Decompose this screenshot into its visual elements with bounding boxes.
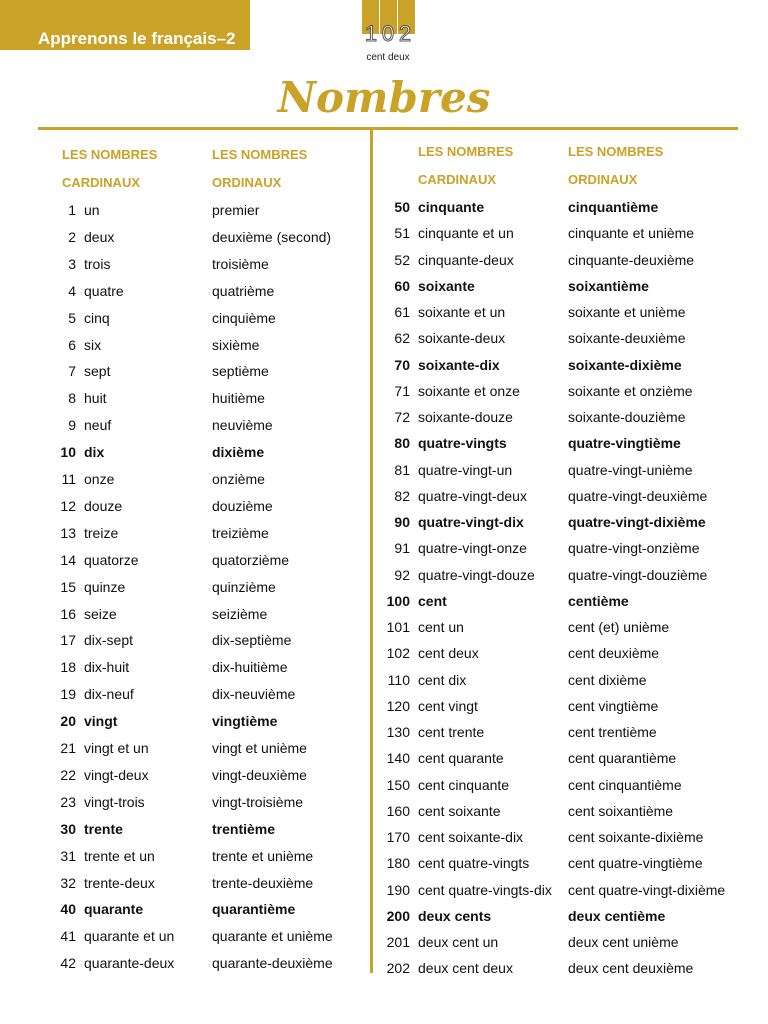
ordinal-word: onzième	[212, 471, 265, 487]
ordinal-word: quatorzième	[212, 551, 290, 568]
cardinal-word: cinquante-deux	[418, 251, 514, 268]
number-row	[0, 352, 768, 378]
cardinal-word: vingt	[84, 713, 118, 730]
right-ordinal-heading-line1: LES NOMBRES	[568, 144, 664, 159]
number-digits: 18	[60, 659, 76, 676]
cardinal-word: treize	[84, 524, 119, 541]
number-row	[0, 404, 768, 430]
number-digits: 180	[386, 855, 410, 872]
cardinal-word: quatre-vingts	[418, 435, 507, 452]
ordinal-word: cent (et) unième	[568, 619, 670, 635]
number-row	[0, 877, 768, 903]
number-row	[0, 824, 768, 850]
cardinal-word: soixante-deux	[418, 330, 506, 347]
number-digits: 102	[386, 645, 410, 662]
number-digits: 50	[394, 199, 410, 215]
ordinal-word: quatre-vingtième	[568, 435, 681, 452]
ordinal-word: trente-deuxième	[212, 874, 314, 891]
ordinal-word: sixième	[212, 336, 260, 353]
number-digits: 2	[68, 228, 76, 245]
ordinal-word: deux cent unième	[568, 934, 679, 950]
right-cardinal-heading-line1: LES NOMBRES	[418, 144, 514, 159]
number-digits: 81	[394, 461, 410, 478]
ordinal-word: cinquante-deuxième	[568, 251, 695, 268]
cardinal-word: dix-sept	[84, 632, 134, 649]
cardinal-word: cent trente	[418, 724, 485, 740]
number-digits: 70	[394, 356, 410, 373]
ordinal-word: premier	[212, 202, 260, 218]
cardinal-word: quarante	[84, 901, 144, 918]
number-digits: 170	[386, 829, 410, 845]
number-digits: 8	[68, 390, 76, 407]
ordinal-word: cinquième	[212, 309, 276, 326]
number-digits: 16	[60, 605, 76, 622]
cardinal-word: deux cents	[418, 907, 492, 924]
number-digits: 101	[386, 619, 410, 635]
right-cardinal-heading-line2: CARDINAUX	[418, 172, 496, 187]
ordinal-word: quatre-vingt-dixième	[568, 514, 706, 530]
page-digit: 0	[381, 21, 395, 46]
ordinal-word: dixième	[212, 444, 265, 461]
number-row	[0, 220, 768, 246]
cardinal-word: un	[84, 202, 100, 218]
number-row	[0, 325, 768, 351]
left-ordinal-heading-line1: LES NOMBRES	[212, 147, 308, 162]
number-row	[0, 798, 768, 824]
ordinal-word: vingt-troisième	[212, 793, 304, 810]
ordinal-word: seizième	[212, 605, 268, 622]
cardinal-word: cent quatre-vingts-dix	[418, 881, 552, 898]
number-row	[0, 614, 768, 640]
number-row	[0, 850, 768, 876]
ordinal-word: deux centième	[568, 907, 666, 924]
ordinal-word: cent quatre-vingtième	[568, 855, 703, 872]
number-digits: 150	[386, 776, 410, 793]
ordinal-word: cent soixante-dixième	[568, 829, 704, 845]
number-row	[0, 299, 768, 325]
number-row	[0, 693, 768, 719]
ordinal-word: cent deuxième	[568, 645, 660, 662]
ordinal-word: soixante et unième	[568, 304, 686, 320]
number-digits: 23	[60, 793, 76, 810]
cardinal-word: quarante-deux	[84, 955, 175, 972]
cardinal-word: sept	[84, 363, 111, 380]
cardinal-word: cent quarante	[418, 750, 504, 767]
ordinal-word: vingt-deuxième	[212, 766, 307, 783]
number-digits: 52	[394, 251, 410, 268]
number-digits: 1	[68, 202, 76, 218]
number-digits: 20	[60, 713, 76, 730]
ordinal-word: dix-neuvième	[212, 686, 296, 703]
cardinal-word: dix-huit	[84, 659, 130, 676]
cardinal-word: soixante et onze	[418, 382, 520, 399]
ordinal-word: soixante-dixième	[568, 356, 682, 373]
number-digits: 61	[394, 304, 410, 320]
number-digits: 41	[60, 928, 76, 945]
ordinal-word: quarante et unième	[212, 928, 333, 945]
cardinal-word: trente-deux	[84, 874, 155, 891]
number-digits: 13	[60, 524, 76, 541]
cardinal-word: trois	[84, 255, 111, 272]
number-digits: 120	[386, 697, 410, 714]
cardinal-word: cent deux	[418, 645, 479, 662]
number-digits: 100	[386, 592, 410, 609]
number-row	[0, 719, 768, 745]
cardinal-word: soixante et un	[418, 304, 506, 320]
ordinal-word: dix-septième	[212, 632, 292, 649]
number-digits: 110	[387, 671, 410, 688]
cardinal-word: douze	[84, 497, 123, 514]
ordinal-word: huitième	[212, 390, 265, 407]
page-number-words: cent deux	[366, 52, 410, 63]
number-row	[0, 430, 768, 456]
number-row	[0, 903, 768, 929]
cardinal-word: cent soixante-dix	[418, 829, 524, 845]
number-row	[0, 273, 768, 299]
cardinal-word: quatre	[84, 282, 124, 299]
number-digits: 15	[60, 578, 76, 595]
cardinal-word: deux cent un	[418, 934, 499, 950]
number-digits: 12	[60, 497, 76, 514]
ordinal-word: deuxième (second)	[212, 228, 332, 245]
number-row	[0, 378, 768, 404]
number-row	[0, 588, 768, 614]
cardinal-word: soixante	[418, 277, 475, 294]
ordinal-word: cinquante et unième	[568, 225, 695, 242]
number-digits: 71	[394, 382, 410, 399]
cardinal-word: quatre-vingt-un	[418, 461, 513, 478]
number-digits: 32	[60, 874, 76, 891]
left-ordinal-heading-line2: ORDINAUX	[212, 175, 282, 190]
number-row	[0, 667, 768, 693]
number-digits: 21	[60, 740, 76, 756]
cardinal-word: quinze	[84, 578, 126, 595]
number-digits: 14	[60, 551, 76, 568]
number-digits: 22	[60, 766, 76, 783]
title-rule	[38, 127, 738, 130]
number-digits: 31	[60, 847, 76, 864]
number-digits: 3	[68, 255, 76, 272]
number-row	[0, 640, 768, 666]
ordinal-word: vingt et unième	[212, 740, 307, 756]
cardinal-word: huit	[84, 390, 107, 407]
ordinal-word: soixante-deuxième	[568, 330, 686, 347]
number-digits: 90	[394, 514, 410, 530]
number-digits: 40	[60, 901, 76, 918]
cardinal-word: trente et un	[84, 847, 155, 864]
number-digits: 72	[394, 409, 410, 425]
cardinal-word: cinquante et un	[418, 225, 514, 242]
number-row	[0, 772, 768, 798]
number-digits: 4	[68, 282, 76, 299]
number-row	[0, 745, 768, 771]
number-row	[0, 535, 768, 561]
cardinal-word: soixante-douze	[418, 409, 513, 425]
ordinal-word: soixante et onzième	[568, 382, 693, 399]
cardinal-word: six	[84, 336, 102, 353]
ordinal-word: quarante-deuxième	[212, 955, 333, 972]
cardinal-word: dix	[84, 444, 105, 461]
ordinal-word: cent quatre-vingt-dixième	[568, 881, 726, 898]
ordinal-word: quatre-vingt-onzième	[568, 540, 700, 557]
page-digit: 2	[398, 21, 412, 46]
ordinal-word: deux cent deuxième	[568, 960, 694, 977]
ordinal-word: quinzième	[212, 578, 276, 595]
number-digits: 11	[61, 471, 76, 487]
number-digits: 190	[386, 881, 410, 898]
cardinal-word: cent dix	[418, 671, 467, 688]
page-number-box	[362, 0, 414, 50]
cardinal-word: cent soixante	[418, 802, 501, 819]
number-row	[0, 955, 768, 981]
ordinal-word: cent soixantième	[568, 802, 674, 819]
left-cardinal-heading-line2: CARDINAUX	[62, 175, 140, 190]
ordinal-word: neuvième	[212, 417, 273, 434]
ordinal-word: dix-huitième	[212, 659, 288, 676]
number-digits: 62	[394, 330, 410, 347]
number-row	[0, 457, 768, 483]
ordinal-word: quatre-vingt-douzième	[568, 566, 708, 583]
ordinal-word: quatrième	[212, 282, 275, 299]
cardinal-word: quatorze	[84, 551, 139, 568]
number-digits: 30	[60, 820, 76, 837]
ordinal-word: quatre-vingt-unième	[568, 461, 693, 478]
number-digits: 80	[394, 435, 410, 452]
number-digits: 91	[394, 540, 410, 557]
cardinal-word: cent un	[418, 619, 464, 635]
page-digit: 1	[364, 21, 378, 46]
cardinal-word: neuf	[84, 417, 112, 434]
cardinal-word: cent cinquante	[418, 776, 510, 793]
cardinal-word: quatre-vingt-onze	[418, 540, 527, 557]
ordinal-word: centième	[568, 592, 629, 609]
ordinal-word: troisième	[212, 255, 269, 272]
cardinal-word: trente	[84, 820, 123, 837]
number-digits: 92	[394, 566, 410, 583]
cardinal-word: seize	[84, 605, 117, 622]
number-digits: 9	[68, 417, 76, 434]
cardinal-word: quarante et un	[84, 928, 175, 945]
number-digits: 10	[60, 444, 76, 461]
number-digits: 42	[60, 955, 76, 972]
ordinal-word: cent quarantième	[568, 750, 677, 767]
number-digits: 202	[386, 960, 410, 977]
ordinal-word: cent dixième	[568, 671, 647, 688]
ordinal-word: cent vingtième	[568, 697, 659, 714]
right-ordinal-heading-line2: ORDINAUX	[568, 172, 638, 187]
number-digits: 51	[394, 225, 410, 242]
ordinal-word: cent trentième	[568, 724, 657, 740]
number-digits: 140	[386, 750, 410, 767]
number-digits: 82	[394, 487, 410, 504]
cardinal-word: soixante-dix	[418, 356, 500, 373]
cardinal-word: quatre-vingt-douze	[418, 566, 535, 583]
ordinal-word: treizième	[212, 524, 269, 541]
number-row	[0, 562, 768, 588]
cardinal-word: vingt-trois	[84, 793, 145, 810]
ordinal-word: cent cinquantième	[568, 776, 682, 793]
number-digits: 5	[68, 309, 76, 326]
number-digits: 201	[386, 934, 410, 950]
ordinal-word: septième	[212, 363, 269, 380]
ordinal-word: quatre-vingt-deuxième	[568, 487, 708, 504]
number-row	[0, 509, 768, 535]
cardinal-word: deux cent deux	[418, 960, 513, 977]
ordinal-word: quarantième	[212, 901, 296, 918]
number-digits: 160	[386, 802, 410, 819]
left-cardinal-heading-line1: LES NOMBRES	[62, 147, 158, 162]
cardinal-word: cent	[418, 592, 447, 609]
ordinal-word: trentième	[212, 820, 276, 837]
number-digits: 130	[386, 724, 410, 740]
ordinal-word: douzième	[212, 497, 273, 514]
number-digits: 6	[68, 336, 76, 353]
cardinal-word: deux	[84, 228, 115, 245]
cardinal-word: vingt-deux	[84, 766, 149, 783]
number-row	[0, 929, 768, 955]
cardinal-word: quatre-vingt-dix	[418, 514, 524, 530]
cardinal-word: vingt et un	[84, 740, 149, 756]
cardinal-word: dix-neuf	[84, 686, 134, 703]
number-row	[0, 247, 768, 273]
ordinal-word: soixantième	[568, 277, 649, 294]
book-title-banner: Apprenons le français–2	[0, 0, 250, 50]
number-digits: 60	[394, 277, 410, 294]
number-row	[0, 194, 768, 220]
ordinal-word: trente et unième	[212, 847, 314, 864]
ordinal-word: vingtième	[212, 713, 278, 730]
cardinal-word: cent vingt	[418, 697, 478, 714]
cardinal-word: quatre-vingt-deux	[418, 487, 527, 504]
cardinal-word: cent quatre-vingts	[418, 855, 530, 872]
page-title: Nombres	[277, 73, 491, 122]
number-row	[0, 483, 768, 509]
cardinal-word: cinq	[84, 309, 110, 326]
ordinal-word: soixante-douzième	[568, 409, 686, 425]
cardinal-word: onze	[84, 471, 115, 487]
number-digits: 7	[68, 363, 76, 380]
page-number	[362, 22, 414, 46]
number-digits: 200	[386, 907, 410, 924]
number-digits: 17	[60, 632, 76, 649]
ordinal-word: cinquantième	[568, 199, 659, 215]
cardinal-word: cinquante	[418, 199, 485, 215]
number-digits: 19	[60, 686, 76, 703]
